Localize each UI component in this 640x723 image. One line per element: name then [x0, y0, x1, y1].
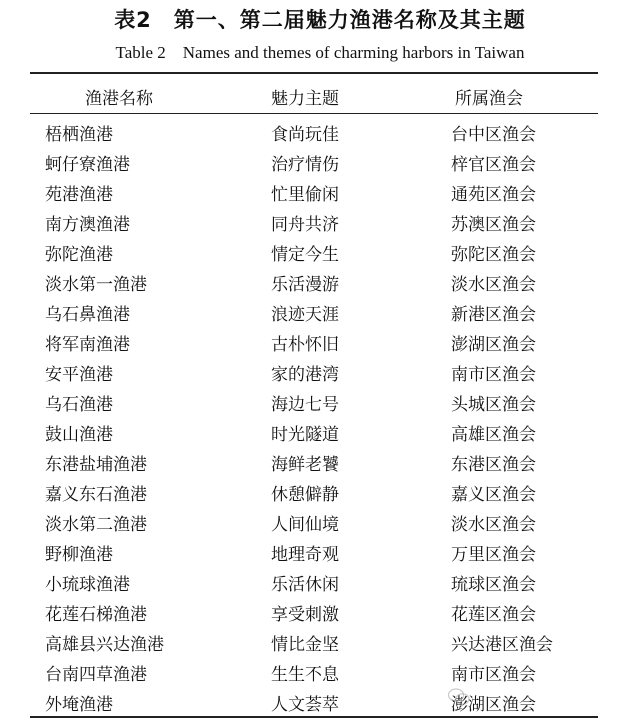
cell-theme: 食尚玩佳 — [271, 125, 339, 145]
cell-fishermen-association: 澎湖区渔会 — [451, 335, 536, 355]
table-row — [30, 205, 598, 235]
cell-theme: 生生不息 — [271, 665, 339, 685]
cell-theme: 享受刺激 — [271, 605, 339, 625]
cell-theme: 情定今生 — [271, 245, 339, 265]
cell-fishermen-association: 万里区渔会 — [451, 545, 536, 565]
cell-harbor-name: 小琉球渔港 — [45, 575, 130, 595]
cell-harbor-name: 乌石渔港 — [45, 395, 113, 415]
cell-fishermen-association: 澎湖区渔会 — [451, 695, 536, 715]
cell-harbor-name: 东港盐埔渔港 — [45, 455, 147, 475]
cell-theme: 乐活漫游 — [271, 275, 339, 295]
cell-fishermen-association: 兴达港区渔会 — [451, 635, 553, 655]
wechat-watermark — [448, 686, 588, 710]
cell-fishermen-association: 南市区渔会 — [451, 365, 536, 385]
cell-harbor-name: 蚵仔寮渔港 — [45, 155, 130, 175]
table-row — [30, 265, 598, 295]
cell-fishermen-association: 淡水区渔会 — [451, 515, 536, 535]
table-title-chinese: 表2 第一、第二届魅力渔港名称及其主题 — [114, 8, 526, 32]
table-row — [30, 655, 598, 685]
cell-harbor-name: 乌石鼻渔港 — [45, 305, 130, 325]
cell-harbor-name: 南方澳渔港 — [45, 215, 130, 235]
table-row — [30, 505, 598, 535]
table-header-row — [30, 80, 598, 110]
cell-theme: 忙里偷闲 — [271, 185, 339, 205]
table-row — [30, 475, 598, 505]
table-body — [30, 115, 598, 715]
cell-harbor-name: 嘉义东石渔港 — [45, 485, 147, 505]
table-row — [30, 355, 598, 385]
table-top-rule — [30, 72, 598, 74]
table-row — [30, 325, 598, 355]
cell-theme: 同舟共济 — [271, 215, 339, 235]
cell-fishermen-association: 淡水区渔会 — [451, 275, 536, 295]
cell-theme: 人间仙境 — [271, 515, 339, 535]
table-row — [30, 235, 598, 265]
cell-fishermen-association: 台中区渔会 — [451, 125, 536, 145]
column-header-harbor-name: 渔港名称 — [85, 89, 153, 109]
cell-theme: 乐活休闲 — [271, 575, 339, 595]
cell-theme: 治疗情伤 — [271, 155, 339, 175]
cell-theme: 地理奇观 — [271, 545, 339, 565]
table-bottom-rule — [30, 716, 598, 718]
table-row — [30, 385, 598, 415]
table-row — [30, 175, 598, 205]
cell-theme: 时光隧道 — [271, 425, 339, 445]
cell-harbor-name: 野柳渔港 — [45, 545, 113, 565]
cell-fishermen-association: 琉球区渔会 — [451, 575, 536, 595]
cell-harbor-name: 高雄县兴达渔港 — [45, 635, 164, 655]
cell-harbor-name: 将军南渔港 — [45, 335, 130, 355]
cell-fishermen-association: 新港区渔会 — [451, 305, 536, 325]
cell-theme: 海边七号 — [271, 395, 339, 415]
cell-fishermen-association: 南市区渔会 — [451, 665, 536, 685]
cell-harbor-name: 外埯渔港 — [45, 695, 113, 715]
cell-harbor-name: 淡水第二渔港 — [45, 515, 147, 535]
table-row — [30, 295, 598, 325]
cell-theme: 情比金坚 — [271, 635, 339, 655]
cell-theme: 休憩僻静 — [271, 485, 339, 505]
cell-fishermen-association: 头城区渔会 — [451, 395, 536, 415]
table-row — [30, 415, 598, 445]
wechat-bubble-icon — [448, 688, 470, 706]
cell-fishermen-association: 通苑区渔会 — [451, 185, 536, 205]
table-row — [30, 625, 598, 655]
cell-harbor-name: 台南四草渔港 — [45, 665, 147, 685]
table-row — [30, 565, 598, 595]
cell-theme: 古朴怀旧 — [271, 335, 339, 355]
table-title-english: Table 2 Names and themes of charming harbors in Taiwan — [115, 43, 525, 62]
cell-harbor-name: 弥陀渔港 — [45, 245, 113, 265]
cell-theme: 浪迹天涯 — [271, 305, 339, 325]
table-row — [30, 445, 598, 475]
table-row — [30, 595, 598, 625]
cell-fishermen-association: 苏澳区渔会 — [451, 215, 536, 235]
cell-fishermen-association: 梓官区渔会 — [451, 155, 536, 175]
cell-theme: 人文荟萃 — [271, 695, 339, 715]
cell-harbor-name: 花莲石梯渔港 — [45, 605, 147, 625]
cell-harbor-name: 梧栖渔港 — [45, 125, 113, 145]
column-header-theme: 魅力主题 — [271, 89, 339, 109]
table-row — [30, 115, 598, 145]
table-row — [30, 145, 598, 175]
cell-fishermen-association: 高雄区渔会 — [451, 425, 536, 445]
cell-fishermen-association: 东港区渔会 — [451, 455, 536, 475]
cell-harbor-name: 鼓山渔港 — [45, 425, 113, 445]
cell-fishermen-association: 嘉义区渔会 — [451, 485, 536, 505]
cell-fishermen-association: 花莲区渔会 — [451, 605, 536, 625]
cell-theme: 海鲜老饕 — [271, 455, 339, 475]
cell-fishermen-association: 弥陀区渔会 — [451, 245, 536, 265]
cell-harbor-name: 苑港渔港 — [45, 185, 113, 205]
cell-theme: 家的港湾 — [271, 365, 339, 385]
cell-harbor-name: 淡水第一渔港 — [45, 275, 147, 295]
table-header-rule — [30, 113, 598, 114]
column-header-fishermen-association: 所属渔会 — [455, 89, 523, 109]
cell-harbor-name: 安平渔港 — [45, 365, 113, 385]
table-row — [30, 535, 598, 565]
